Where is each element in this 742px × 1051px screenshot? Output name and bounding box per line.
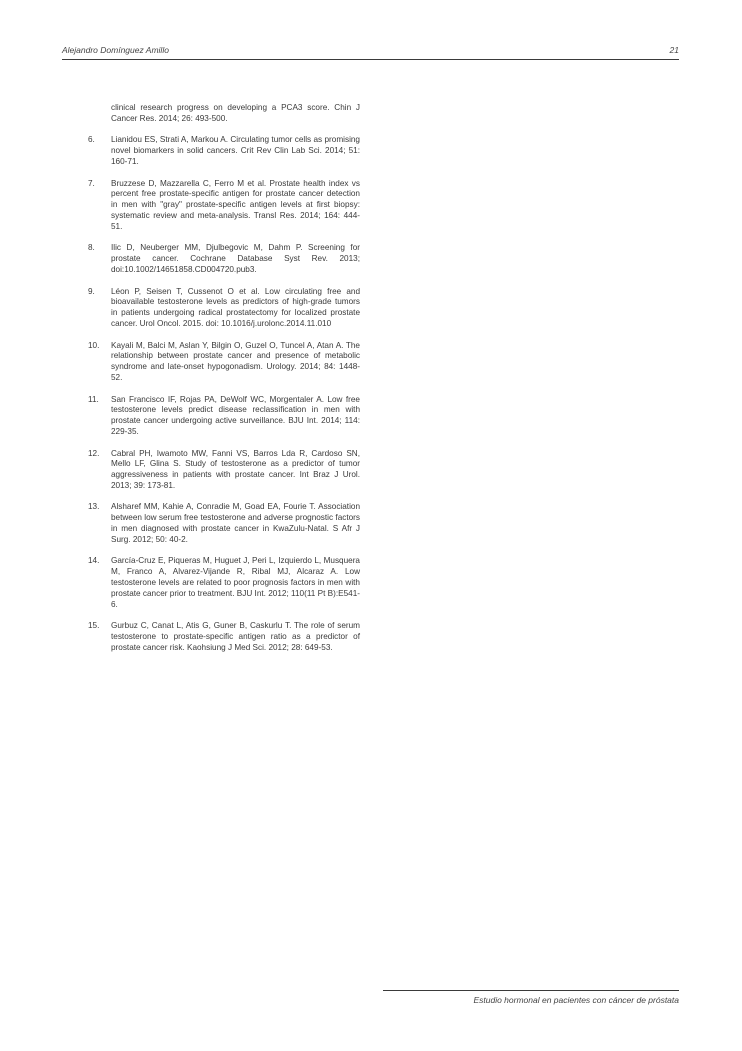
reference-text: Kayali M, Balci M, Aslan Y, Bilgin O, Guzel O, Tuncel A, Atan A. The relationship between prostate cancer and presence of metabolic syndrome and late-onset hypogonadism. Urology. 2014; 84: 1448-52. [111, 340, 360, 382]
reference-text: Bruzzese D, Mazzarella C, Ferro M et al. Prostate health index vs percent free prostate-specific antigen for prostate cancer detection in men with "gray" prostate-specific antigen levels at first biopsy: systematic review and meta-analysis. Transl Res. 2014; 164: 444-51. [111, 178, 360, 231]
reference-item [88, 449, 360, 492]
reference-number: 8. [88, 243, 95, 253]
reference-text: Alsharef MM, Kahie A, Conradie M, Goad EA, Fourie T. Association between low serum free testosterone and adverse prognostic factors in men diagnosed with prostate cancer in KwaZulu-Natal. S Afr J Surg. 2012; 50: 40-2. [111, 502, 360, 544]
reference-item [88, 556, 360, 610]
reference-text: Ilic D, Neuberger MM, Djulbegovic M, Dahm P. Screening for prostate cancer. Cochrane Database Syst Rev. 2013; doi:10.1002/14651858.CD004720.pub3. [111, 243, 360, 274]
reference-continuation: clinical research progress on developing a PCA3 score. Chin J Cancer Res. 2014; 26: 493-500. [111, 103, 360, 123]
reference-number: 15. [88, 621, 100, 631]
reference-item [88, 135, 360, 167]
reference-item [88, 179, 360, 233]
reference-number: 6. [88, 135, 95, 145]
reference-list [88, 103, 360, 664]
reference-item [88, 341, 360, 384]
footer-rule [383, 990, 679, 991]
reference-number: 11. [88, 394, 99, 404]
page-number: 21 [669, 45, 679, 55]
reference-number: 13. [88, 502, 100, 512]
running-head-author: Alejandro Domínguez Amillo [62, 45, 169, 55]
reference-text: San Francisco IF, Rojas PA, DeWolf WC, Morgentaler A. Low free testosterone levels predict disease reclassification in men with prostate cancer undergoing active surveillance. BJU Int. 2014; 114: 229-35. [111, 394, 360, 436]
reference-text: Lianidou ES, Strati A, Markou A. Circulating tumor cells as promising novel biomarkers in solid cancers. Crit Rev Clin Lab Sci. 2014; 51: 160-71. [111, 135, 360, 166]
reference-text: Cabral PH, Iwamoto MW, Fanni VS, Barros Lda R, Cardoso SN, Mello LF, Glina S. Study of testosterone as a predictor of tumor aggressiveness in patients with prostate cancer. Int Braz J Urol. 2013; 39: 173-81. [111, 448, 360, 490]
reference-number: 9. [88, 286, 95, 296]
reference-number: 7. [88, 178, 95, 188]
reference-number: 12. [88, 448, 100, 458]
reference-text: Gurbuz C, Canat L, Atis G, Guner B, Caskurlu T. The role of serum testosterone to prostate-specific antigen ratio as a predictor of prostate cancer risk. Kaohsiung J Med Sci. 2012; 28: 649-53. [111, 621, 360, 652]
reference-text: García-Cruz E, Piqueras M, Huguet J, Peri L, Izquierdo L, Musquera M, Franco A, Alvarez-Vijande R, Ribal MJ, Alcaraz A. Low testosterone levels are related to poor prognosis factors in men with prostate cancer prior to treatment. BJU Int. 2012; 110(11 Pt B):E541-6. [111, 556, 360, 609]
reference-item [88, 243, 360, 275]
header-rule [62, 59, 679, 60]
reference-text: Léon P, Seisen T, Cussenot O et al. Low circulating free and bioavailable testosterone levels as predictors of high-grade tumors in patients undergoing radical prostatectomy for localized prostate cancer. Urol Oncol. 2015. doi: 10.1016/j.urolonc.2014.11.010 [111, 286, 360, 328]
reference-number: 14. [88, 556, 100, 566]
reference-item [88, 621, 360, 653]
reference-item [88, 502, 360, 545]
reference-item [88, 287, 360, 330]
reference-number: 10. [88, 340, 100, 350]
running-foot-title: Estudio hormonal en pacientes con cáncer de próstata [473, 995, 679, 1005]
reference-item [88, 395, 360, 438]
